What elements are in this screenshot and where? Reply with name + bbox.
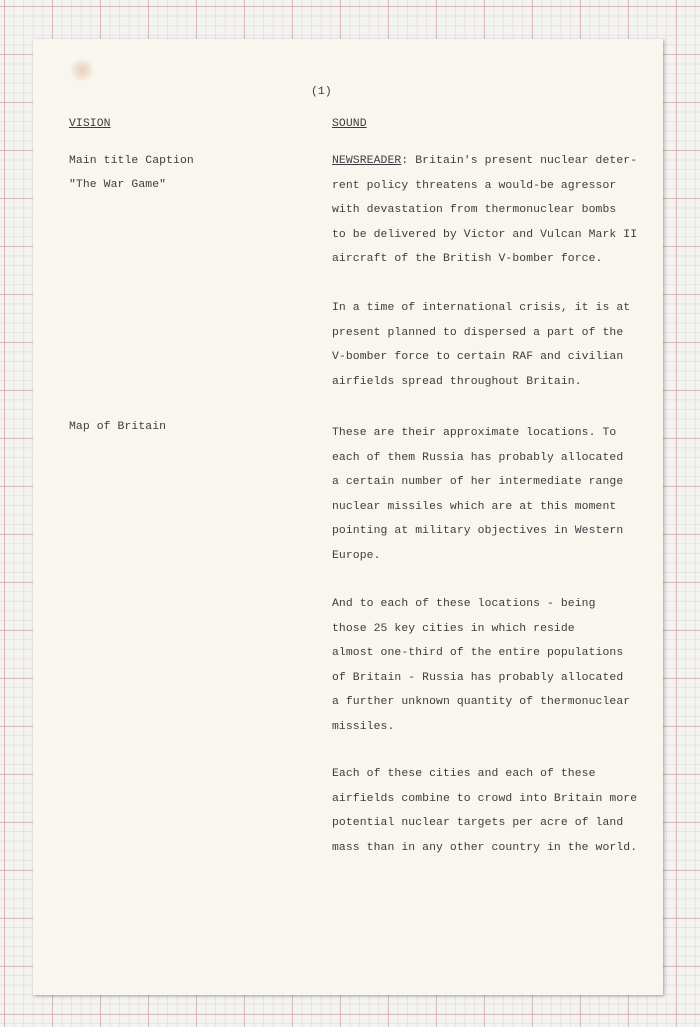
film-title: "The War Game" — [69, 179, 167, 191]
page-number: (1) — [311, 86, 332, 98]
narration-paragraph-5: Each of these cities and each of these airfields combine to crowd into Britain more potential nuclear targets per acre of land mass than in any other country in the world. — [332, 768, 638, 854]
script-page — [33, 39, 663, 995]
narration-paragraph-1 — [332, 149, 637, 272]
narration-paragraph-4: And to each of these locations - being those 25 key cities in which reside almost one-third of the entire populations of Britain - Russia has probably allocated a further unknown quantity of thermonuclear missiles. — [332, 598, 631, 733]
narration-paragraph-3: These are their approximate locations. To each of them Russia has probably allocated a certain number of her intermediate range nuclear missiles which are at this moment pointing at military objectives in Western Europe. — [332, 427, 624, 562]
title-caption-label: Main title Caption — [69, 155, 194, 167]
title-caption-cue — [69, 149, 194, 197]
sound-column-heading: SOUND — [332, 118, 367, 130]
speaker-label: NEWSREADER — [332, 155, 402, 167]
paper-stain-mark — [70, 59, 94, 81]
map-cue: Map of Britain — [69, 421, 167, 433]
narration-paragraph-2: In a time of international crisis, it is at present planned to dispersed a part of the V-bomber force to certain RAF and civilian airfields spread throughout Britain. — [332, 302, 631, 388]
vision-column-heading: VISION — [69, 118, 111, 130]
narration-text-1: : Britain's present nuclear deter- rent policy threatens a would-be agressor with devastation from thermonuclear bombs to be delivered by Victor and Vulcan Mark II aircraft of the British V-bomber force. — [332, 155, 638, 265]
